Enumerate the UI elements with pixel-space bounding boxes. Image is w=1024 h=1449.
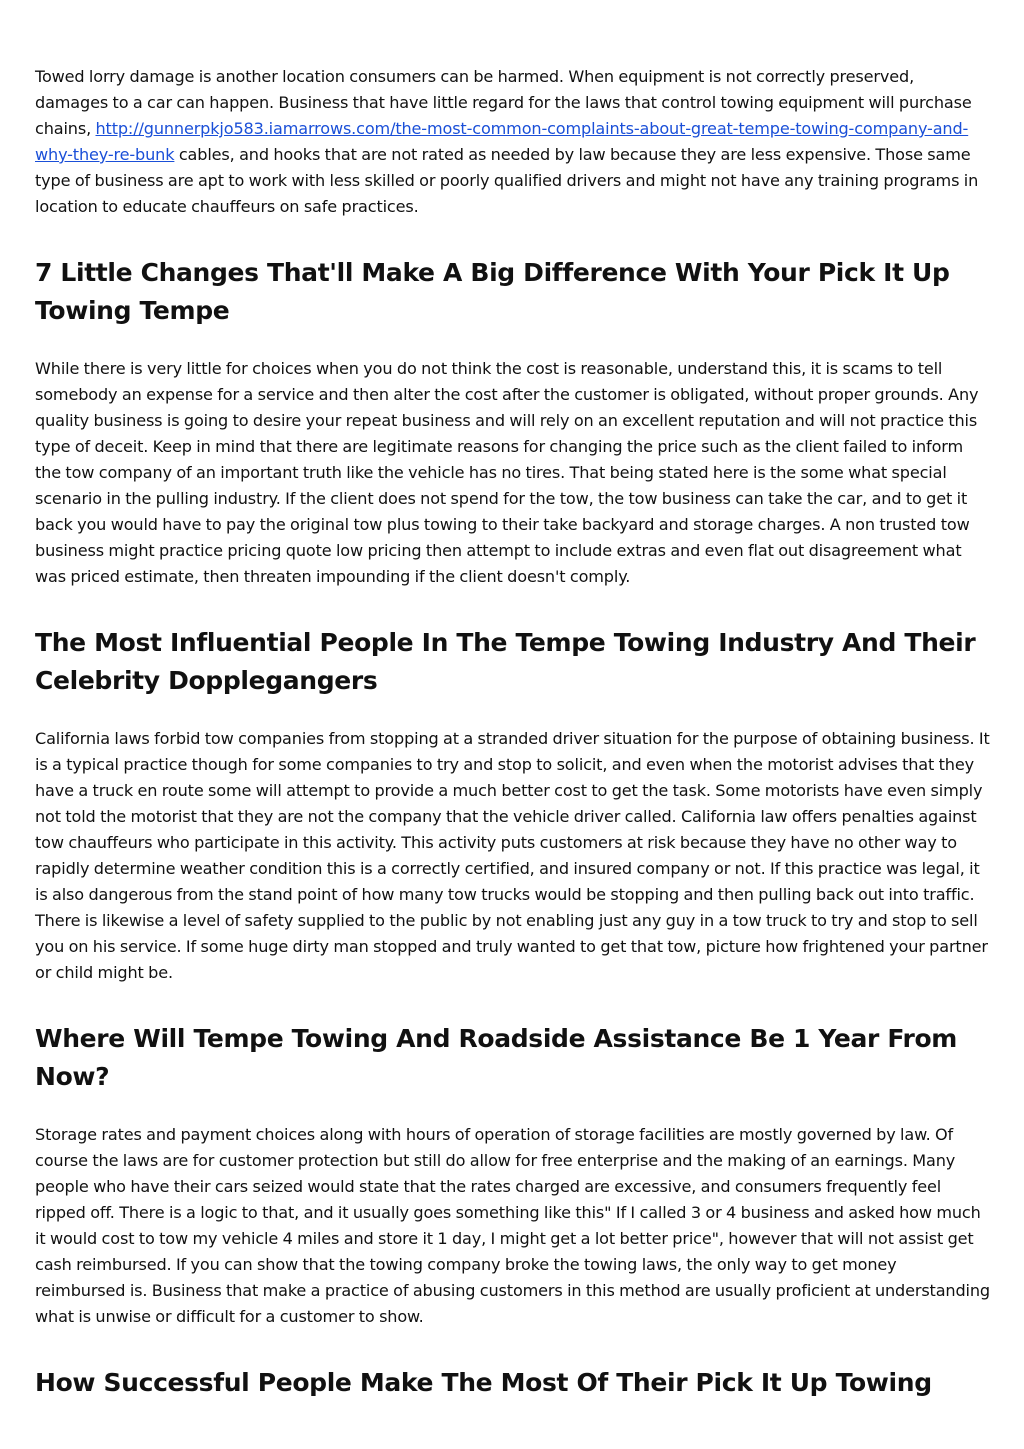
intro-text-after-link: cables, and hooks that are not rated as needed by law because they are less expensive. Those same type of business are apt to work with less skilled or poorly qualified drivers and might not have any training programs in location to educate chauffeurs on safe practices. xyxy=(35,145,979,216)
article-link[interactable]: http://gunnerpkjo583.iamarrows.com/the-most-common-complaints-about-great-tempe-towing-company-and-why-they-re-bunk xyxy=(35,119,969,164)
intro-text-before-link: Towed lorry damage is another location consumers can be harmed. When equipment is not correctly preserved, damages to a car can happen. Business that have little regard for the laws that control towing equipment will purchase chains, xyxy=(35,67,972,138)
section-heading-1: 7 Little Changes That'll Make A Big Difference With Your Pick It Up Towing Tempe xyxy=(35,258,950,325)
section-body-3: Storage rates and payment choices along with hours of operation of storage facilities are mostly governed by law. Of course the laws are for customer protection but still do allow for free enterprise and the making of an earnings. Many people who have their cars seized would state that the rates charged are excessive, and consumers frequently feel ripped off. There is a logic to that, and it usually goes something like this" If I called 3 or 4 business and asked how much it would cost to tow my vehicle 4 miles and store it 1 day, I might get a lot better price", however that will not assist get cash reimbursed. If you can show that the towing company broke the towing laws, the only way to get money reimbursed is. Business that make a practice of abusing customers in this method are usually proficient at understanding what is unwise or difficult for a customer to show. xyxy=(35,1125,990,1326)
intro-paragraph xyxy=(35,64,990,220)
section-body-2: California laws forbid tow companies from stopping at a stranded driver situation for the purpose of obtaining business. It is a typical practice though for some companies to try and stop to solicit, and even when the motorist advises that they have a truck en route some will attempt to provide a much better cost to get the task. Some motorists have even simply not told the motorist that they are not the company that the vehicle driver called. California law offers penalties against tow chauffeurs who participate in this activity. This activity puts customers at risk because they have no other way to rapidly determine weather condition this is a correctly certified, and insured company or not. If this practice was legal, it is also dangerous from the stand point of how many tow trucks would be stopping and then pulling back out into traffic. There is likewise a level of safety supplied to the public by not enabling just any guy in a tow truck to try and stop to sell you on his service. If some huge dirty man stopped and truly wanted to get that tow, picture how frightened your partner or child might be. xyxy=(35,729,990,982)
section-heading-3: Where Will Tempe Towing And Roadside Assistance Be 1 Year From Now? xyxy=(35,1024,957,1091)
section-heading-2: The Most Influential People In The Tempe Towing Industry And Their Celebrity Dopplegangers xyxy=(35,628,976,695)
section-heading-4: How Successful People Make The Most Of Their Pick It Up Towing xyxy=(35,1368,932,1397)
section-body-1: While there is very little for choices when you do not think the cost is reasonable, understand this, it is scams to tell somebody an expense for a service and then alter the cost after the customer is obligated, without proper grounds. Any quality business is going to desire your repeat business and will rely on an excellent reputation and will not practice this type of deceit. Keep in mind that there are legitimate reasons for changing the price such as the client failed to inform the tow company of an important truth like the vehicle has no tires. That being stated here is the some what special scenario in the pulling industry. If the client does not spend for the tow, the tow business can take the car, and to get it back you would have to pay the original tow plus towing to their take backyard and storage charges. A non trusted tow business might practice pricing quote low pricing then attempt to include extras and even flat out disagreement what was priced estimate, then threaten impounding if the client doesn't comply. xyxy=(35,359,979,586)
